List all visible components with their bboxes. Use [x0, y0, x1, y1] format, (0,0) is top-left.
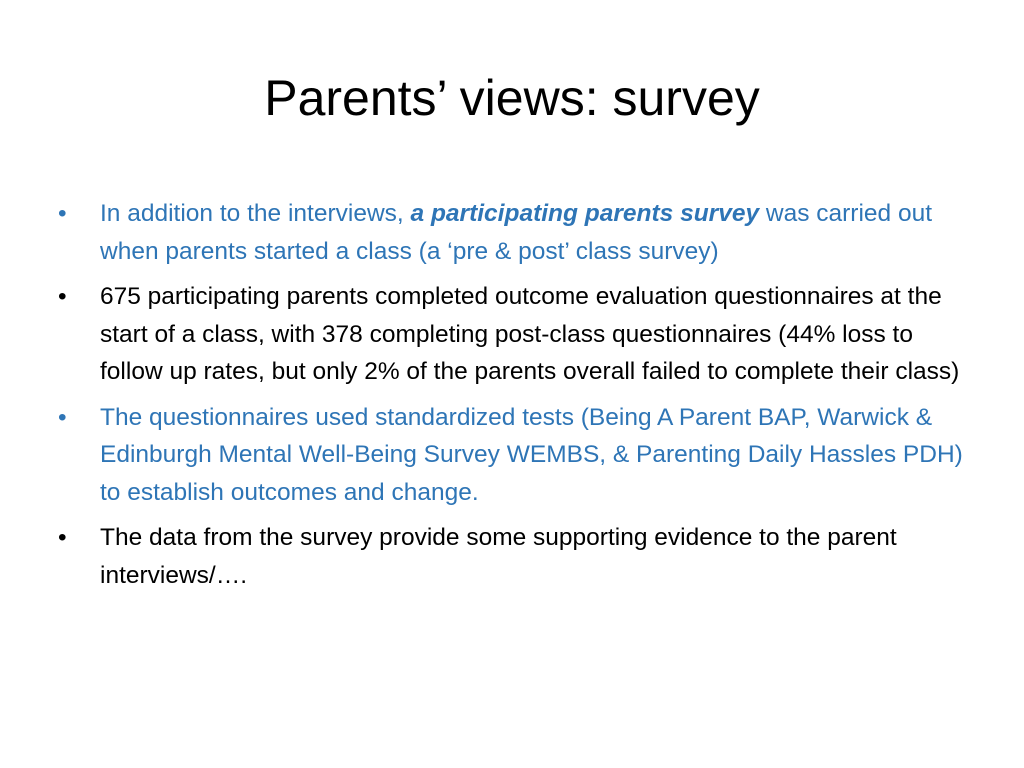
- bullet-item-participants: [56, 278, 976, 391]
- bullet-list: [56, 195, 976, 602]
- bullet-marker: •: [58, 200, 67, 227]
- bullet-marker: •: [58, 524, 67, 551]
- bullet-text: The questionnaires used standardized tests (Being A Parent BAP, Warwick & Edinburgh Mental Well-Being Survey WEMBS, & Parenting Daily Hassles PDH) to establish outcomes and change.: [100, 403, 963, 506]
- slide-title: Parents’ views: survey: [264, 70, 760, 126]
- bullet-text: The data from the survey provide some supporting evidence to the parent interviews/….: [100, 524, 897, 589]
- bullet-item-evidence: [56, 519, 976, 594]
- bullet-text-before: In addition to the interviews,: [100, 200, 411, 227]
- bullet-item-survey-intro: [56, 195, 976, 270]
- bullet-marker: •: [58, 403, 67, 431]
- bullet-item-standardized-tests: [56, 399, 976, 512]
- bullet-text-emphasis: a participating parents survey: [410, 200, 760, 227]
- bullet-text: 675 participating parents completed outcome evaluation questionnaires at the start of a class, with 378 completing post-class questionnaires (44% loss to follow up rates, but only 2% of the parents overall failed to complete their class): [100, 283, 960, 385]
- bullet-text-after: was carried out when parents started a class (a ‘pre & post’ class survey): [100, 200, 933, 265]
- bullet-marker: •: [58, 283, 67, 310]
